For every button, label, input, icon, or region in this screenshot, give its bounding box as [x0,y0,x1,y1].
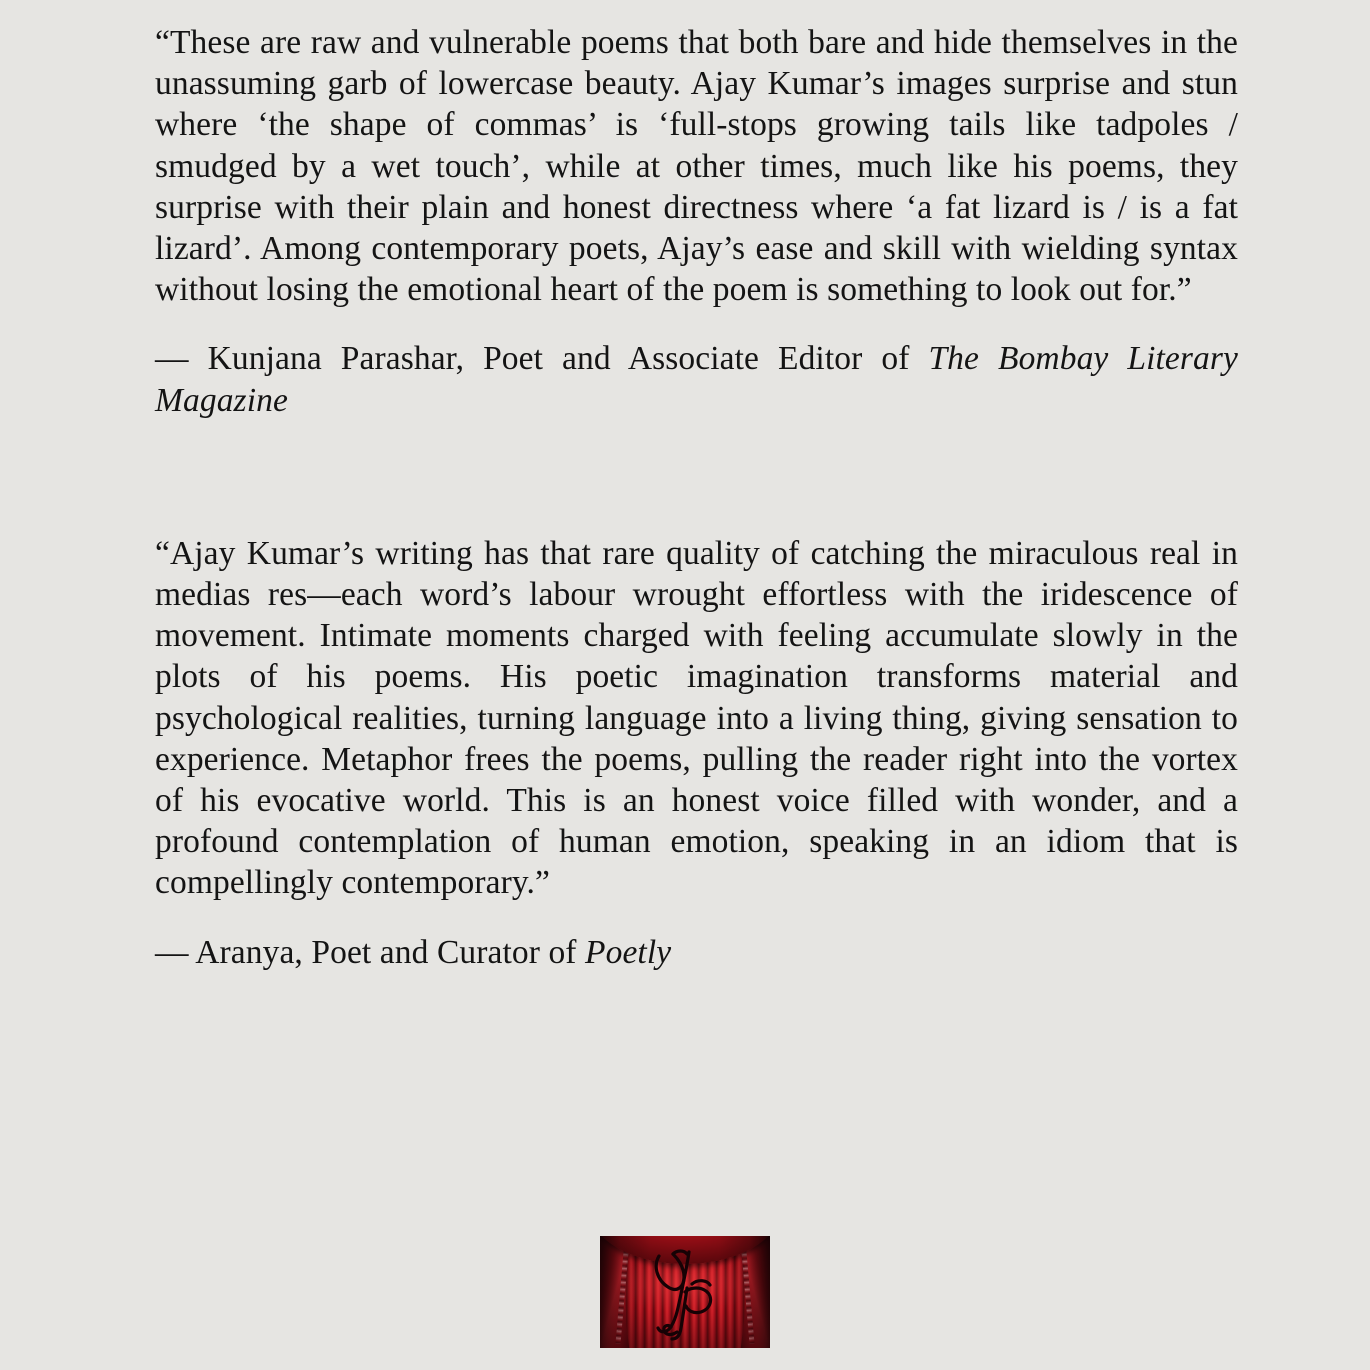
publisher-logo-area [0,1236,1370,1348]
blurb-aranya [155,533,1238,973]
blurb-attribution-prefix: — Kunjana Parashar, Poet and Associate Editor of [155,340,929,378]
blurb-quote-text: “Ajay Kumar’s writing has that rare quality of catching the miraculous real in medias res—each word’s labour wrought effortless with the iridescence of movement. Intimate moments charged with feeling accumulate slowly in the plots of his poems. His poetic imagination transforms material and psychological realities, turning language into a living thing, giving sensation to experience. Metaphor frees the poems, pulling the reader right into the vortex of his evocative world. This is an honest voice filled with wonder, and a profound contemplation of human emotion, speaking in an idiom that is compellingly contemporary.” [155,534,1238,902]
blurb-attribution-prefix: — Aranya, Poet and Curator of [155,933,586,971]
blurb-attribution [155,932,1238,973]
blurb-attribution [155,338,1238,420]
blurb-kunjana-parashar [155,22,1238,421]
blurb-attribution-work-title: Poetly [585,933,672,971]
blurbs-container [155,22,1238,973]
monogram-yp-icon [600,1236,770,1348]
blurb-attribution-work-title: The Bombay Literary Magazine [155,340,1238,419]
blurb-quote-text: “These are raw and vulnerable poems that both bare and hide themselves in the unassuming garb of lowercase beauty. Ajay Kumar’s images surprise and stun where ‘the shape of commas’ is ‘full-stops growing tails like tadpoles / smudged by a wet touch’, while at other times, much like his poems, they surprise with their plain and honest directness where ‘a fat lizard is / is a fat lizard’. Among contemporary poets, Ajay’s ease and skill with wielding syntax without losing the emotional heart of the poem is something to look out for.” [155,24,1238,309]
red-curtain-monogram-logo [600,1236,770,1348]
